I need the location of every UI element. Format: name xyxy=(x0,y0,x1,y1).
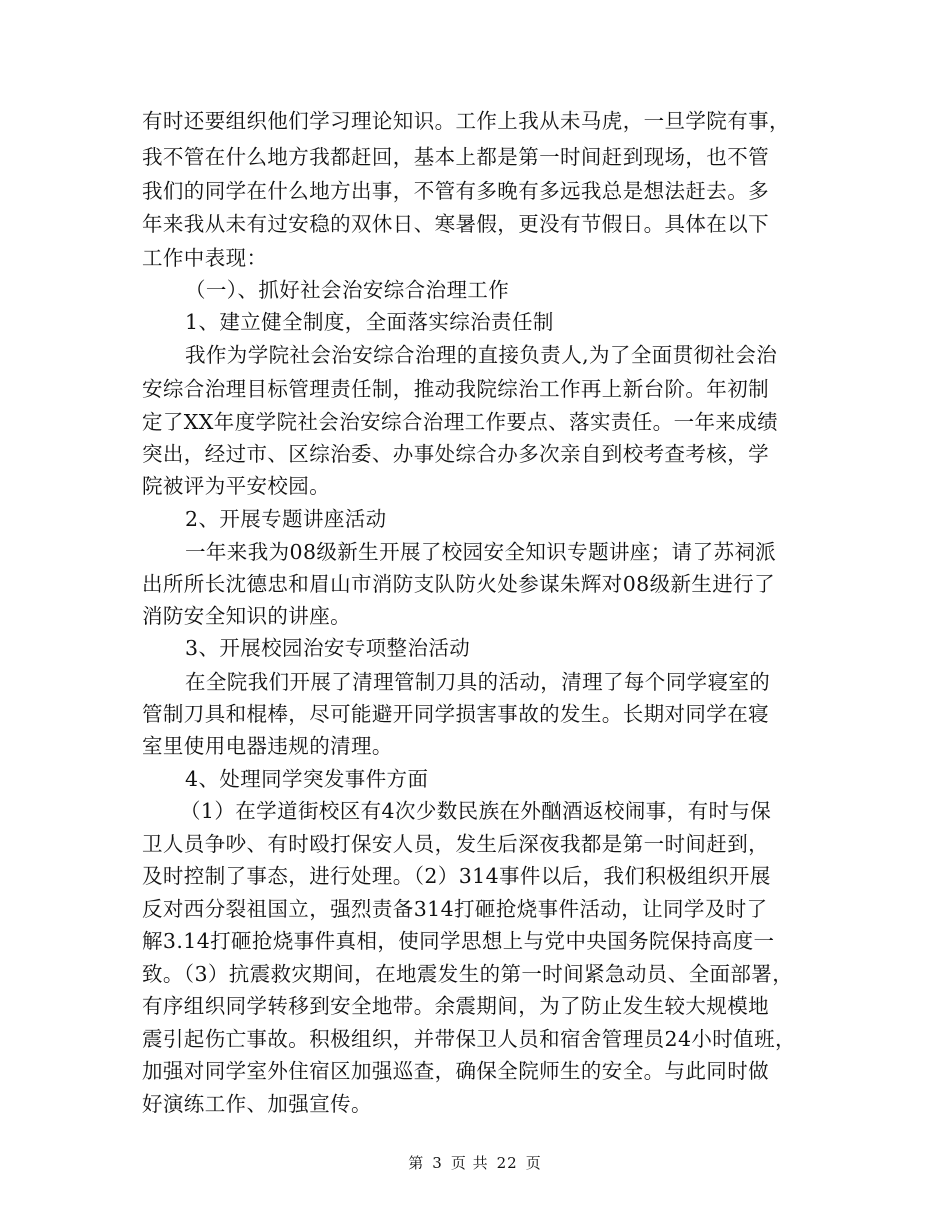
text-line: 有时还要组织他们学习理论知识。工作上我从未马虎，一旦学院有事， xyxy=(142,109,790,133)
text-line: 我作为学院社会治安综合治理的直接负责人,为了全面贯彻社会治 xyxy=(185,343,778,367)
text-line: 管制刀具和棍棒，尽可能避开同学损害事故的发生。长期对同学在寝 xyxy=(142,702,769,726)
page-number: 3 xyxy=(432,1154,443,1172)
text-line: 消防安全知识的讲座。 xyxy=(142,604,351,628)
text-line: 有序组织同学转移到安全地带。余震期间，为了防止发生较大规模地 xyxy=(142,994,769,1018)
text-line: 定了XX年度学院社会治安综合治理工作要点、落实责任。一年来成绩 xyxy=(142,410,779,434)
page-label-suffix: 页 xyxy=(525,1154,542,1172)
text-line: （1）在学道街校区有4次少数民族在外酗酒返校闹事，有时与保 xyxy=(180,799,772,823)
text-line: 院被评为平安校园。 xyxy=(142,474,331,498)
text-line: 反对西分裂祖国立，强烈责备314打砸抢烧事件活动，让同学及时了 xyxy=(142,897,768,921)
text-line: 好演练工作、加强宣传。 xyxy=(142,1092,372,1116)
section-heading: （一）、抓好社会治安综合治理工作 xyxy=(185,278,510,302)
text-line: 安综合治理目标管理责任制，推动我院综治工作再上新台阶。年初制 xyxy=(142,377,769,401)
text-line: 突出，经过市、区综治委、办事处综合办多次亲自到校考查考核，学 xyxy=(142,442,769,466)
total-pages: 22 xyxy=(496,1154,518,1172)
text-line: 工作中表现： xyxy=(142,246,268,270)
page-label-prefix: 第 xyxy=(408,1154,425,1172)
text-line: 在全院我们开展了清理管制刀具的活动，清理了每个同学寝室的 xyxy=(185,670,771,694)
page-footer xyxy=(0,1153,950,1173)
text-line: 一年来我为08级新生开展了校园安全知识专题讲座；请了苏祠派 xyxy=(185,540,777,564)
subsection-heading: 4、处理同学突发事件方面 xyxy=(185,767,429,791)
text-line: 致。（3）抗震救灾期间，在地震发生的第一时间紧急动员、全面部署， xyxy=(142,962,794,986)
subsection-heading: 3、开展校园治安专项整治活动 xyxy=(185,636,471,660)
text-line: 加强对同学室外住宿区加强巡查，确保全院师生的安全。与此同时做 xyxy=(142,1059,769,1083)
text-line: 及时控制了事态，进行处理。（2）314事件以后，我们积极组织开展 xyxy=(142,864,771,888)
page-label-mid: 页 共 xyxy=(450,1154,489,1172)
text-line: 年来我从未有过安稳的双休日、寒暑假，更没有节假日。具体在以下 xyxy=(142,212,769,236)
text-line: 室里使用电器违规的清理。 xyxy=(142,734,393,758)
text-line: 我不管在什么地方我都赶回，基本上都是第一时间赶到现场，也不管 xyxy=(142,145,769,169)
subsection-heading: 1、建立健全制度，全面落实综治责任制 xyxy=(185,310,554,334)
text-line: 我们的同学在什么地方出事，不管有多晚有多远我总是想法赶去。多 xyxy=(142,179,769,203)
text-line: 解3.14打砸抢烧事件真相，使同学思想上与党中央国务院保持高度一 xyxy=(142,929,775,953)
text-line: 震引起伤亡事故。积极组织，并带保卫人员和宿舍管理员24小时值班， xyxy=(142,1027,796,1051)
text-line: 出所所长沈德忠和眉山市消防支队防火处参谋朱辉对08级新生进行了 xyxy=(142,572,775,596)
text-line: 卫人员争吵、有时殴打保安人员，发生后深夜我都是第一时间赶到， xyxy=(142,832,769,856)
subsection-heading: 2、开展专题讲座活动 xyxy=(185,507,387,531)
